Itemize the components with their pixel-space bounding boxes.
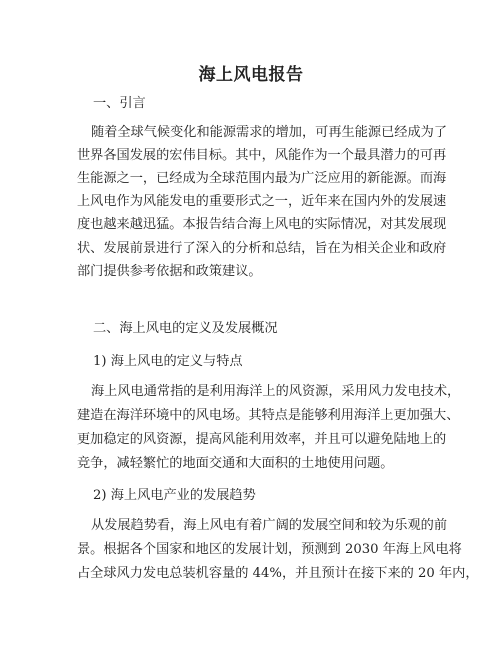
text-line: 竞争，减轻繁忙的地面交通和大面积的土地使用问题。 — [77, 456, 394, 471]
text-line: 状、发展前景进行了深入的分析和总结，旨在为相关企业和政府 — [77, 241, 447, 256]
text-line: 景。根据各个国家和地区的发展计划，预测到 2030 年海上风电将 — [77, 542, 462, 557]
subsection-heading-trends: 2) 海上风电产业的发展趋势 — [93, 488, 256, 503]
text-line: 上风电作为风能发电的重要形式之一，近年来在国内外的发展速 — [77, 194, 447, 209]
text-line: 部门提供参考依据和政策建议。 — [77, 264, 262, 279]
text-line: 从发展趋势看，海上风电有着广阔的发展空间和较为乐观的前 — [91, 518, 448, 533]
text-line: 占全球风力发电总装机容量的 44%，并且预计在接下来的 20 年内， — [77, 566, 479, 581]
text-line: 度也越来越迅猛。本报告结合海上风电的实际情况，对其发展现 — [77, 217, 447, 232]
page-title: 海上风电报告 — [198, 65, 304, 85]
section-heading-overview: 二、海上风电的定义及发展概况 — [93, 321, 278, 336]
text-line: 世界各国发展的宏伟目标。其中，风能作为一个最具潜力的可再 — [77, 148, 447, 163]
subsection-heading-definition: 1) 海上风电的定义与特点 — [93, 354, 243, 369]
text-line: 更加稳定的风资源，提高风能利用效率，并且可以避免陆地上的 — [77, 432, 447, 447]
text-line: 建造在海洋环境中的风电场。其特点是能够利用海洋上更加强大、 — [77, 408, 460, 423]
text-line: 海上风电通常指的是利用海洋上的风资源，采用风力发电技术， — [91, 384, 461, 399]
text-line: 生能源之一，已经成为全球范围内最为广泛应用的新能源。而海 — [77, 171, 447, 186]
section-heading-introduction: 一、引言 — [93, 96, 146, 111]
text-line: 随着全球气候变化和能源需求的增加，可再生能源已经成为了 — [91, 125, 448, 140]
